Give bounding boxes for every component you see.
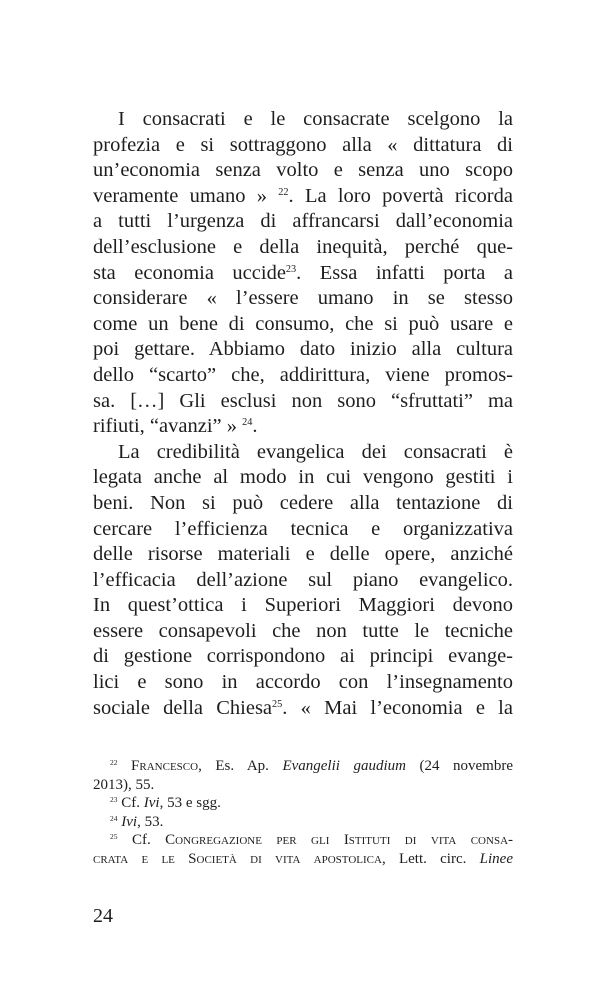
small-caps-text: crata e le Società di vita apostolica	[93, 850, 382, 867]
body-line	[93, 133, 513, 159]
text-run: cercare l’efficienza tecnica e organizzativa	[93, 517, 513, 540]
text-run: sociale della Chiesa	[93, 696, 273, 719]
text-run: sa. […] Gli esclusi non sono “sfruttati” ma	[93, 389, 513, 412]
italic-text: Evangelii gaudium	[282, 758, 406, 774]
text-run: poi gettare. Abbiamo dato inizio alla cultura	[93, 338, 513, 361]
body-text	[93, 107, 513, 721]
text-run: legata anche al modo in cui vengono gestiti i	[93, 466, 513, 489]
italic-text: Ivi	[143, 795, 160, 812]
text-run: dello “scarto” che, addirittura, viene promos-	[93, 363, 513, 386]
footnote-line	[93, 794, 513, 813]
body-line	[93, 644, 513, 670]
body-line	[93, 363, 513, 389]
body-line	[93, 312, 513, 338]
body-line	[93, 414, 513, 440]
text-run: considerare « l’essere umano in se stesso	[93, 287, 513, 310]
text-run: . « Mai l’economia e la	[282, 696, 513, 719]
text-run: , 53 e sgg.	[159, 795, 221, 812]
text-run: , 53.	[137, 813, 164, 830]
text-run: un’economia senza volto e senza uno scopo	[93, 159, 513, 182]
body-line	[93, 209, 513, 235]
body-line	[93, 107, 513, 133]
text-run: lici e sono in accordo con l’insegnamento	[93, 671, 513, 694]
body-line	[93, 517, 513, 543]
text-run: In quest’ottica i Superiori Maggiori devono	[93, 594, 513, 617]
text-run: La credibilità evangelica dei consacrati è	[118, 440, 513, 463]
body-line	[93, 261, 513, 287]
text-run: Cf.	[117, 832, 166, 849]
footnote-ref: 23	[285, 263, 297, 275]
italic-text: Linee	[479, 850, 513, 867]
body-line	[93, 619, 513, 645]
text-run: sta economia uccide	[93, 261, 286, 284]
body-line	[93, 158, 513, 184]
body-line	[93, 337, 513, 363]
body-line	[93, 491, 513, 517]
text-run: rifiuti, “avanzi” »	[93, 415, 243, 438]
text-run: profezia e si sottraggono alla « dittatura di	[93, 133, 513, 156]
text-run: a tutti l’urgenza di affrancarsi dall’economia	[93, 210, 513, 233]
footnote-ref: 22	[278, 186, 289, 198]
footnote-line	[93, 757, 513, 776]
body-line	[93, 440, 513, 466]
small-caps-text: Francesco	[131, 758, 199, 774]
text-run	[118, 758, 132, 774]
text-run: l’efficacia dell’azione sul piano evangelico.	[93, 568, 513, 591]
footnotes	[93, 757, 513, 869]
footnote-ref: 24	[242, 416, 253, 428]
text-run: (24 novembre	[405, 758, 513, 774]
text-run: .	[252, 415, 258, 438]
body-line	[93, 696, 513, 722]
body-line	[93, 542, 513, 568]
page-number: 24	[93, 905, 113, 927]
footnote-ref: 23	[110, 794, 118, 804]
italic-text: Ivi	[121, 813, 138, 830]
body-line	[93, 286, 513, 312]
body-line	[93, 184, 513, 210]
footnote-line	[93, 813, 513, 832]
text-run: essere consapevoli che non tutte le tecniche	[93, 619, 513, 642]
body-line	[93, 465, 513, 491]
text-run: . La loro povertà ricorda	[288, 184, 513, 207]
body-line	[93, 235, 513, 261]
body-line	[93, 389, 513, 415]
text-run: . Essa infatti porta a	[296, 261, 513, 284]
body-line	[93, 568, 513, 594]
text-run: , Lett. circ.	[381, 850, 480, 867]
text-run: veramente umano »	[93, 184, 279, 207]
body-line	[93, 593, 513, 619]
footnote-line	[93, 850, 513, 869]
footnote-ref: 22	[110, 757, 118, 767]
text-run: 2013), 55.	[93, 776, 155, 793]
footnote-ref: 25	[110, 832, 118, 842]
text-run: Cf.	[117, 795, 144, 812]
footnote-line	[93, 776, 513, 795]
text-run: dell’esclusione e della inequità, perché que-	[93, 235, 513, 258]
footnote-ref: 25	[272, 698, 283, 710]
text-run: di gestione corrispondono ai principi evange-	[93, 645, 513, 668]
text-run: beni. Non si può cedere alla tentazione di	[93, 491, 513, 514]
text-run: come un bene di consumo, che si può usare e	[93, 312, 513, 335]
body-line	[93, 670, 513, 696]
text-run: I consacrati e le consacrate scelgono la	[118, 108, 513, 130]
text-run: , Es. Ap.	[198, 758, 283, 774]
text-run: delle risorse materiali e delle opere, anziché	[93, 543, 513, 566]
small-caps-text: Congregazione per gli Istituti di vita consa-	[165, 832, 514, 849]
footnote-line	[93, 831, 513, 850]
footnote-ref: 24	[110, 813, 118, 823]
